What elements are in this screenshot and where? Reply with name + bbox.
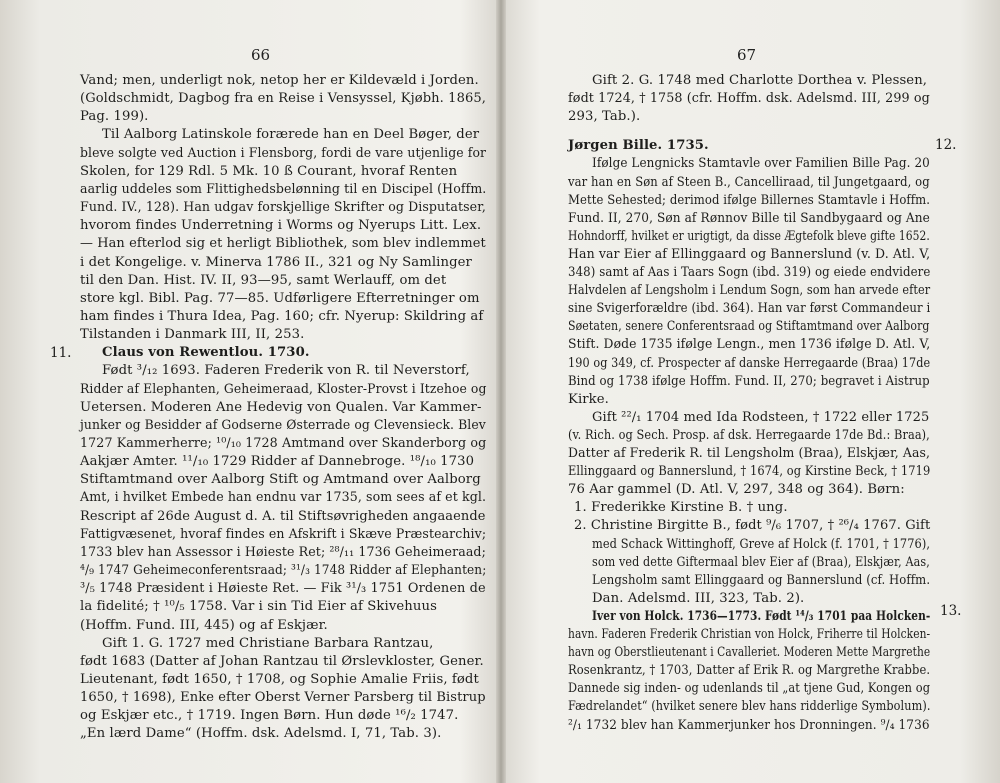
- left_page-text-line: Gift 1. G. 1727 med Christiane Barbara Rantzau,: [102, 635, 434, 651]
- right_page-text-line: 76 Aar gammel (D. Atl. V, 297, 348 og 364). Børn:: [568, 482, 905, 498]
- left_page-text-line: (Hoffm. Fund. III, 445) og af Eskjær.: [80, 617, 328, 633]
- right_page-text-line: med Schack Wittinghoff, Greve af Holck (f. 1701, † 1776),: [592, 536, 931, 552]
- margin-number-12: 12.: [935, 137, 957, 153]
- right_page-text-line: 348) samt af Aas i Taars Sogn (ibd. 319) og eiede endvidere: [568, 265, 931, 280]
- margin-number-11: 11.: [50, 345, 72, 361]
- right_page-text-line: Fund. II, 270, Søn af Rønnov Bille til Sandbygaard og Ane: [568, 210, 930, 226]
- right_page-text-line: Fædrelandet“ (hvilket senere blev hans ridderlige Symbolum).: [568, 699, 931, 715]
- left_page-text-line: Claus von Rewentlou. 1730.: [102, 345, 310, 361]
- right_page-text-line: 190 og 349, cf. Prospecter af danske Herregaarde (Braa) 17de: [568, 355, 931, 371]
- page-number-left: 66: [251, 46, 271, 64]
- left_page-text-line: 1650, † 1698), Enke efter Oberst Verner Parsberg til Bistrup: [80, 690, 486, 706]
- left_page-text-line: Til Aalborg Latinskole forærede han en Deel Bøger, der: [102, 127, 480, 143]
- right_page-text-line: havn. Faderen Frederik Christian von Holck, Friherre til Holcken-: [568, 627, 931, 642]
- right_page-text-line: Gift ²²/₁ 1704 med Ida Rodsteen, † 1722 eller 1725: [592, 409, 930, 425]
- left_page-text-line: la fidelité; † ¹⁰/₅ 1758. Var i sin Tid Eier af Skivehuus: [80, 599, 437, 615]
- left_page-text-line: aarlig uddeles som Flittighedsbelønning til en Discipel (Hoffm.: [80, 181, 487, 197]
- left_page-text-line: Uetersen. Moderen Ane Hedevig von Qualen. Var Kammer-: [80, 399, 482, 415]
- right_page-text-line: Stift. Døde 1735 ifølge Lengn., men 1736 ifølge D. Atl. V,: [568, 337, 931, 353]
- right_page-text-line: Gift 2. G. 1748 med Charlotte Dorthea v. Plessen,: [592, 73, 928, 88]
- right_page-text-line: 1. Frederikke Kirstine B. † ung.: [574, 500, 788, 516]
- right_page-text-line: Dan. Adelsmd. III, 323, Tab. 2).: [592, 590, 805, 606]
- right_page-text-line: Mette Sehested; derimod ifølge Billernes Stamtavle i Hoffm.: [568, 192, 931, 208]
- right_page-text-line: Jørgen Bille. 1735.: [568, 138, 709, 154]
- left_page-text-line: og Eskjær etc., † 1719. Ingen Børn. Hun døde ¹⁶/₂ 1747.: [80, 708, 459, 724]
- left_page-text-line: Ridder af Elephanten, Geheimeraad, Kloster-Provst i Itzehoe og: [80, 381, 487, 397]
- left_page-text-line: født 1683 (Datter af Johan Rantzau til Ørslevkloster, Gener.: [80, 653, 484, 669]
- left_page-text-line: Skolen, for 129 Rdl. 5 Mk. 10 ß Courant, hvoraf Renten: [80, 163, 458, 179]
- left_page-text-line: — Han efterlod sig et herligt Bibliothek, som blev indlemmet: [80, 236, 486, 252]
- right_page-text-line: Søetaten, senere Conferentsraad og Stiftamtmand over Aalborg: [568, 319, 930, 335]
- left_page-text-line: 1727 Kammerherre; ¹⁰/₁₀ 1728 Amtmand over Skanderborg og: [80, 436, 487, 451]
- right_page-text-line: 293, Tab.).: [568, 109, 641, 125]
- left_page-text-line: ³/₅ 1748 Præsident i Høieste Ret. — Fik ³¹/₃ 1751 Ordenen de: [80, 581, 486, 597]
- right_page-text-line: ²/₁ 1732 blev han Kammerjunker hos Dronningen. ⁹/₄ 1736: [568, 717, 930, 733]
- right_page-text-line: 2. Christine Birgitte B., født ⁹/₆ 1707, † ²⁶/₄ 1767. Gift: [574, 518, 931, 534]
- right_page-text-line: Bind og 1738 ifølge Hoffm. Fund. II, 270; begravet i Aistrup: [568, 373, 930, 389]
- left_page-text-line: ham findes i Thura Idea, Pag. 160; cfr. Nyerup: Skildring af: [80, 308, 484, 324]
- right_page-text-line: Datter af Frederik R. til Lengsholm (Braa), Elskjær, Aas,: [568, 446, 931, 461]
- left_page-text-line: Rescript af 26de August d. A. til Stiftsøvrigheden angaaende: [80, 508, 486, 524]
- book-gutter: [496, 0, 506, 783]
- left_page-text-line: hvorom findes Underretning i Worms og Nyerups Litt. Lex.: [80, 218, 482, 234]
- left_page-text-line: store kgl. Bibl. Pag. 77—85. Udførligere Efterretninger om: [80, 290, 480, 306]
- left_page-text-line: Aakjær Amter. ¹¹/₁₀ 1729 Ridder af Dannebroge. ¹⁸/₁₀ 1730: [80, 454, 475, 470]
- right_page-text-line: Halvdelen af Lengsholm i Lendum Sogn, som han arvede efter: [568, 283, 931, 299]
- right_page-text-line: som ved dette Giftermaal blev Eier af (Braa), Elskjær, Aas,: [592, 554, 930, 570]
- left_page-text-line: Født ³/₁₂ 1693. Faderen Frederik von R. til Neverstorf,: [102, 363, 470, 379]
- right_page-text-line: sine Svigerforældre (ibd. 364). Han var først Commandeur i: [568, 301, 931, 317]
- right_page-text-line: Rosenkrantz, † 1703, Datter af Erik R. og Margrethe Krabbe.: [568, 663, 931, 679]
- right_page-text-line: Hohndorff, hvilket er urigtigt, da disse Ægtefolk bleve gifte 1652.: [568, 228, 930, 244]
- left_page-text-line: i det Kongelige. v. Minerva 1786 II., 321 og Ny Samlinger: [80, 254, 472, 270]
- left_page-text-line: Stiftamtmand over Aalborg Stift og Amtmand over Aalborg: [80, 472, 481, 488]
- left_page-text-line: Lieutenant, født 1650, † 1708, og Sophie Amalie Friis, født: [80, 671, 479, 687]
- right_page-text-line: Lengsholm samt Ellinggaard og Bannerslund (cf. Hoffm.: [592, 572, 931, 588]
- margin-number-13: 13.: [940, 603, 962, 619]
- right_page-text-line: Kirke.: [568, 391, 609, 407]
- left_page-text-line: Pag. 199).: [80, 109, 149, 125]
- right_page-text-line: Iver von Holck. 1736—1773. Født ¹⁴/₃ 1701 paa Holcken-: [592, 608, 931, 624]
- right_page-text-line: havn og Oberstlieutenant i Cavalleriet. Moderen Mette Margrethe: [568, 645, 931, 661]
- right_page-text-line: født 1724, † 1758 (cfr. Hoffm. dsk. Adelsmd. III, 299 og: [568, 91, 930, 107]
- right_page-text-line: var han en Søn af Steen B., Cancelliraad, til Jungetgaard, og: [568, 174, 930, 190]
- right_page-text-line: (v. Rich. og Sech. Prosp. af dsk. Herregaarde 17de Bd.: Braa),: [568, 427, 930, 443]
- left_page-text-line: ⁴/₉ 1747 Geheimeconferentsraad; ³¹/₃ 1748 Ridder af Elephanten;: [80, 563, 487, 579]
- left_page-text-line: bleve solgte ved Auction i Flensborg, fordi de vare utjenlige for: [80, 145, 487, 161]
- right_page-text-line: Ellinggaard og Bannerslund, † 1674, og Kirstine Beck, † 1719: [568, 464, 931, 480]
- right_page-text-line: Ifølge Lengnicks Stamtavle over Familien Bille Pag. 20: [592, 156, 930, 172]
- left_page-text-line: „En lærd Dame“ (Hoffm. dsk. Adelsmd. I, 71, Tab. 3).: [80, 726, 442, 742]
- right_page-text-line: Dannede sig inden- og udenlands til „at tjene Gud, Kongen og: [568, 681, 931, 697]
- left_page-text-line: Vand; men, underligt nok, netop her er Kildevæld i Jorden.: [80, 73, 479, 88]
- left_page-text-line: junker og Besidder af Godserne Østerrade og Clevensieck. Blev: [80, 417, 486, 433]
- left_page-text-line: til den Dan. Hist. IV. II, 93—95, samt Werlauff, om det: [80, 272, 447, 288]
- left_page-text-line: (Goldschmidt, Dagbog fra en Reise i Vensyssel, Kjøbh. 1865,: [80, 91, 487, 107]
- left_page-text-line: Fund. IV., 128). Han udgav forskjellige Skrifter og Disputatser,: [80, 200, 487, 216]
- right_page-text-line: Han var Eier af Ellinggaard og Bannerslund (v. D. Atl. V,: [568, 246, 931, 262]
- left_page-text-line: Amt, i hvilket Embede han endnu var 1735, som sees af et kgl.: [80, 490, 487, 506]
- page-number-right: 67: [737, 46, 757, 64]
- left_page-text-line: Fattigvæsenet, hvoraf findes en Afskrift i Skæve Præstearchiv;: [80, 526, 487, 542]
- left_page-text-line: Tilstanden i Danmark III, II, 253.: [80, 327, 305, 343]
- left_page-text-line: 1733 blev han Assessor i Høieste Ret; ²⁸/₁₁ 1736 Geheimeraad;: [80, 544, 486, 560]
